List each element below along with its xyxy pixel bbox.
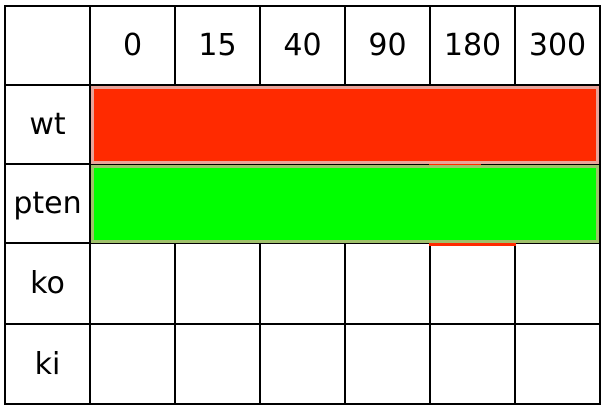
row-label-wt: wt	[4, 84, 91, 165]
cell-ki-0	[89, 323, 176, 405]
row-label-ki: ki	[4, 323, 91, 405]
cell-ki-300	[514, 323, 601, 405]
time-header-15: 15	[174, 5, 261, 86]
cell-ko-90	[344, 242, 431, 325]
corner-cell	[4, 5, 91, 86]
pten-activity-bar[interactable]	[91, 165, 599, 243]
cell-ki-90	[344, 323, 431, 405]
cell-ki-180	[429, 323, 516, 405]
time-header-300: 300	[514, 5, 601, 86]
cell-ko-180	[429, 242, 516, 325]
cell-ko-15	[174, 242, 261, 325]
time-header-0: 0	[89, 5, 176, 86]
time-header-180: 180	[429, 5, 516, 86]
time-header-90: 90	[344, 5, 431, 86]
cell-ki-15	[174, 323, 261, 405]
cell-ko-40	[259, 242, 346, 325]
cell-ki-40	[259, 323, 346, 405]
cell-ko-0	[89, 242, 176, 325]
timecourse-grid	[4, 5, 601, 409]
time-header-40: 40	[259, 5, 346, 86]
row-label-pten: pten	[4, 163, 91, 244]
row-label-ko: ko	[4, 242, 91, 325]
wt-activity-bar[interactable]	[91, 86, 599, 164]
cell-ko-300	[514, 242, 601, 325]
